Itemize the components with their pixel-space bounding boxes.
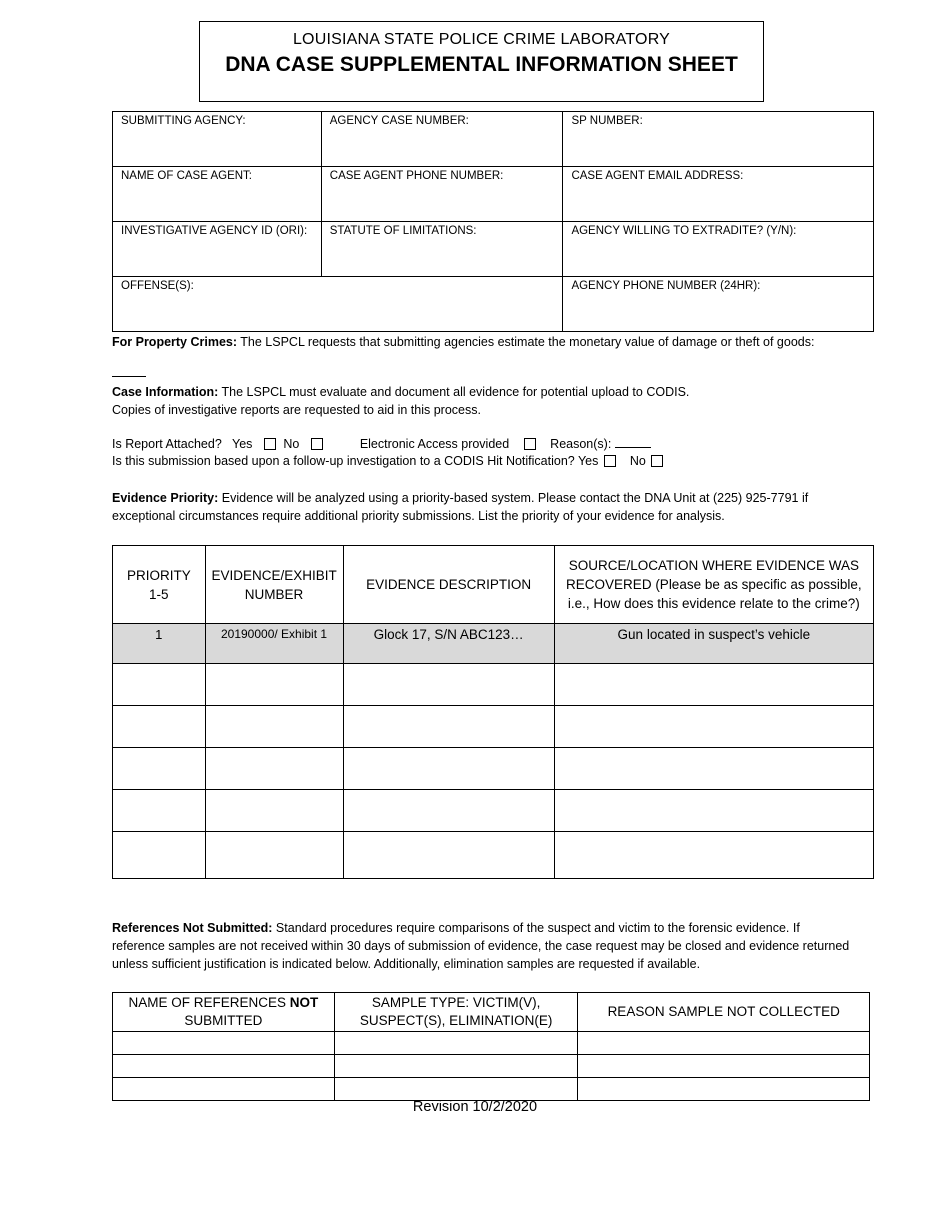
- header-evidence-description: EVIDENCE DESCRIPTION: [343, 546, 554, 624]
- field-label: SUBMITTING AGENCY:: [121, 115, 246, 127]
- field-label: STATUTE OF LIMITATIONS:: [329, 225, 477, 237]
- codis-question-row: [112, 452, 892, 470]
- header-sample-type: SAMPLE TYPE: VICTIM(V), SUSPECT(S), ELIMINATION(E): [334, 993, 578, 1032]
- evidence-table-header: [113, 546, 874, 624]
- report-no-checkbox[interactable]: [311, 438, 323, 450]
- property-crimes-text: The LSPCL requests that submitting agencies estimate the monetary value of damage or theft of goods:: [237, 335, 815, 349]
- references-label: References Not Submitted:: [112, 921, 273, 935]
- revision-footer: Revision 10/2/2020: [412, 1099, 538, 1115]
- field-label: AGENCY PHONE NUMBER (24HR):: [571, 280, 761, 292]
- field-label: AGENCY CASE NUMBER:: [329, 115, 469, 127]
- case-agent-phone-field[interactable]: [321, 167, 563, 222]
- investigative-agency-id-field[interactable]: [113, 222, 322, 277]
- lab-name: LOUISIANA STATE POLICE CRIME LABORATORY: [292, 31, 671, 48]
- source-location-cell[interactable]: Gun located in suspect’s vehicle: [554, 624, 873, 664]
- evidence-description-cell[interactable]: [343, 790, 554, 832]
- references-table: [112, 992, 870, 1101]
- field-label: OFFENSE(S):: [121, 280, 194, 292]
- source-location-cell[interactable]: [554, 832, 873, 879]
- reference-name-cell[interactable]: [113, 1032, 335, 1055]
- table-row: [113, 664, 874, 706]
- property-value-blank[interactable]: [112, 364, 146, 382]
- extradite-field[interactable]: [563, 222, 874, 277]
- report-yes-label: Yes: [232, 437, 253, 451]
- header-reference-name: [113, 993, 335, 1032]
- evidence-priority-label: Evidence Priority:: [112, 491, 219, 505]
- field-label: NAME OF CASE AGENT:: [121, 170, 252, 182]
- report-attached-question: Is Report Attached?: [112, 437, 222, 451]
- codis-no-checkbox[interactable]: [651, 455, 663, 467]
- property-crimes-paragraph: [112, 333, 882, 351]
- evidence-description-cell[interactable]: [343, 832, 554, 879]
- table-row: [113, 748, 874, 790]
- header-emphasis: NOT: [289, 995, 319, 1010]
- table-row: [113, 1055, 870, 1078]
- reason-cell[interactable]: [578, 1032, 870, 1055]
- electronic-access-label: Electronic Access provided: [359, 437, 510, 451]
- reasons-blank[interactable]: [615, 436, 651, 448]
- case-information-text-2: Copies of investigative reports are requested to aid in this process.: [112, 403, 481, 417]
- header-source-location: SOURCE/LOCATION WHERE EVIDENCE WAS RECOVERED (Please be as specific as possible, i.e., How does this evidence relate to the crime?): [554, 546, 873, 624]
- evidence-description-cell[interactable]: [343, 706, 554, 748]
- header-text: SUBMITTED: [184, 1013, 263, 1028]
- form-title-box: [199, 21, 764, 102]
- evidence-description-cell[interactable]: Glock 17, S/N ABC123…: [343, 624, 554, 664]
- sample-type-cell[interactable]: [334, 1032, 578, 1055]
- table-row: [113, 1078, 870, 1101]
- exhibit-number-cell[interactable]: [205, 706, 343, 748]
- table-row: [113, 790, 874, 832]
- field-label: CASE AGENT PHONE NUMBER:: [329, 170, 504, 182]
- table-row: [113, 1032, 870, 1055]
- exhibit-number-cell[interactable]: [205, 748, 343, 790]
- codis-question: Is this submission based upon a follow-up investigation to a CODIS Hit Notification? Yes: [112, 454, 599, 468]
- field-label: AGENCY WILLING TO EXTRADITE? (Y/N):: [571, 225, 797, 237]
- submitting-agency-field[interactable]: [113, 112, 322, 167]
- case-info-table: [112, 111, 874, 332]
- references-text: Standard procedures require comparisons of the suspect and victim to the forensic evidence. If reference samples are not received within 30 days of submission of evidence, the case request may be closed and evidence returned unless sufficient justification is indicated below. Additionally, elimination samples are requested if available.: [112, 921, 850, 971]
- exhibit-number-cell[interactable]: [205, 664, 343, 706]
- evidence-table: [112, 545, 874, 879]
- codis-no-label: No: [629, 454, 646, 468]
- table-row: [113, 832, 874, 879]
- field-label: SP NUMBER:: [571, 115, 643, 127]
- priority-cell[interactable]: [113, 832, 206, 879]
- offenses-field[interactable]: [113, 277, 563, 332]
- case-information-label: Case Information:: [112, 385, 219, 399]
- reference-name-cell[interactable]: [113, 1055, 335, 1078]
- form-title: DNA CASE SUPPLEMENTAL INFORMATION SHEET: [225, 53, 738, 76]
- case-agent-name-field[interactable]: [113, 167, 322, 222]
- codis-yes-checkbox[interactable]: [604, 455, 616, 467]
- header-text: NAME OF REFERENCES: [128, 995, 290, 1010]
- case-information-text: The LSPCL must evaluate and document all evidence for potential upload to CODIS.: [218, 385, 690, 399]
- agency-case-number-field[interactable]: [321, 112, 563, 167]
- report-attached-row: [112, 435, 892, 453]
- priority-cell[interactable]: [113, 790, 206, 832]
- exhibit-number-cell[interactable]: [205, 832, 343, 879]
- reference-name-cell[interactable]: [113, 1078, 335, 1101]
- sp-number-field[interactable]: [563, 112, 874, 167]
- reason-cell[interactable]: [578, 1055, 870, 1078]
- evidence-description-cell[interactable]: [343, 748, 554, 790]
- header-reason-not-collected: REASON SAMPLE NOT COLLECTED: [578, 993, 870, 1032]
- table-row: [113, 706, 874, 748]
- field-label: INVESTIGATIVE AGENCY ID (ORI):: [121, 225, 308, 237]
- reasons-label: Reason(s):: [550, 437, 612, 451]
- source-location-cell[interactable]: [554, 664, 873, 706]
- report-yes-checkbox[interactable]: [264, 438, 276, 450]
- case-information-paragraph: [112, 383, 882, 419]
- table-row: [113, 624, 874, 664]
- agency-phone-24hr-field[interactable]: [563, 277, 874, 332]
- references-table-header: [113, 993, 870, 1032]
- property-crimes-label: For Property Crimes:: [112, 335, 238, 349]
- evidence-priority-text: Evidence will be analyzed using a priority-based system. Please contact the DNA Unit at (225) 925-7791 if exceptional circumstances require additional priority submissions. List the priority of your evidence for analysis.: [112, 491, 809, 523]
- priority-cell[interactable]: [113, 706, 206, 748]
- field-label: CASE AGENT EMAIL ADDRESS:: [571, 170, 744, 182]
- reason-cell[interactable]: [578, 1078, 870, 1101]
- statute-of-limitations-field[interactable]: [321, 222, 563, 277]
- exhibit-number-cell[interactable]: [205, 790, 343, 832]
- priority-cell[interactable]: [113, 664, 206, 706]
- priority-cell[interactable]: 1: [113, 624, 206, 664]
- priority-cell[interactable]: [113, 748, 206, 790]
- header-priority: PRIORITY 1-5: [113, 546, 206, 624]
- report-no-label: No: [283, 437, 300, 451]
- exhibit-number-cell[interactable]: 20190000/ Exhibit 1: [205, 624, 343, 664]
- references-paragraph: [112, 919, 852, 973]
- sample-type-cell[interactable]: [334, 1055, 578, 1078]
- header-exhibit-number: EVIDENCE/EXHIBIT NUMBER: [205, 546, 343, 624]
- source-location-cell[interactable]: [554, 790, 873, 832]
- evidence-priority-paragraph: [112, 489, 832, 525]
- sample-type-cell[interactable]: [334, 1078, 578, 1101]
- source-location-cell[interactable]: [554, 748, 873, 790]
- evidence-description-cell[interactable]: [343, 664, 554, 706]
- source-location-cell[interactable]: [554, 706, 873, 748]
- case-agent-email-field[interactable]: [563, 167, 874, 222]
- electronic-access-checkbox[interactable]: [524, 438, 536, 450]
